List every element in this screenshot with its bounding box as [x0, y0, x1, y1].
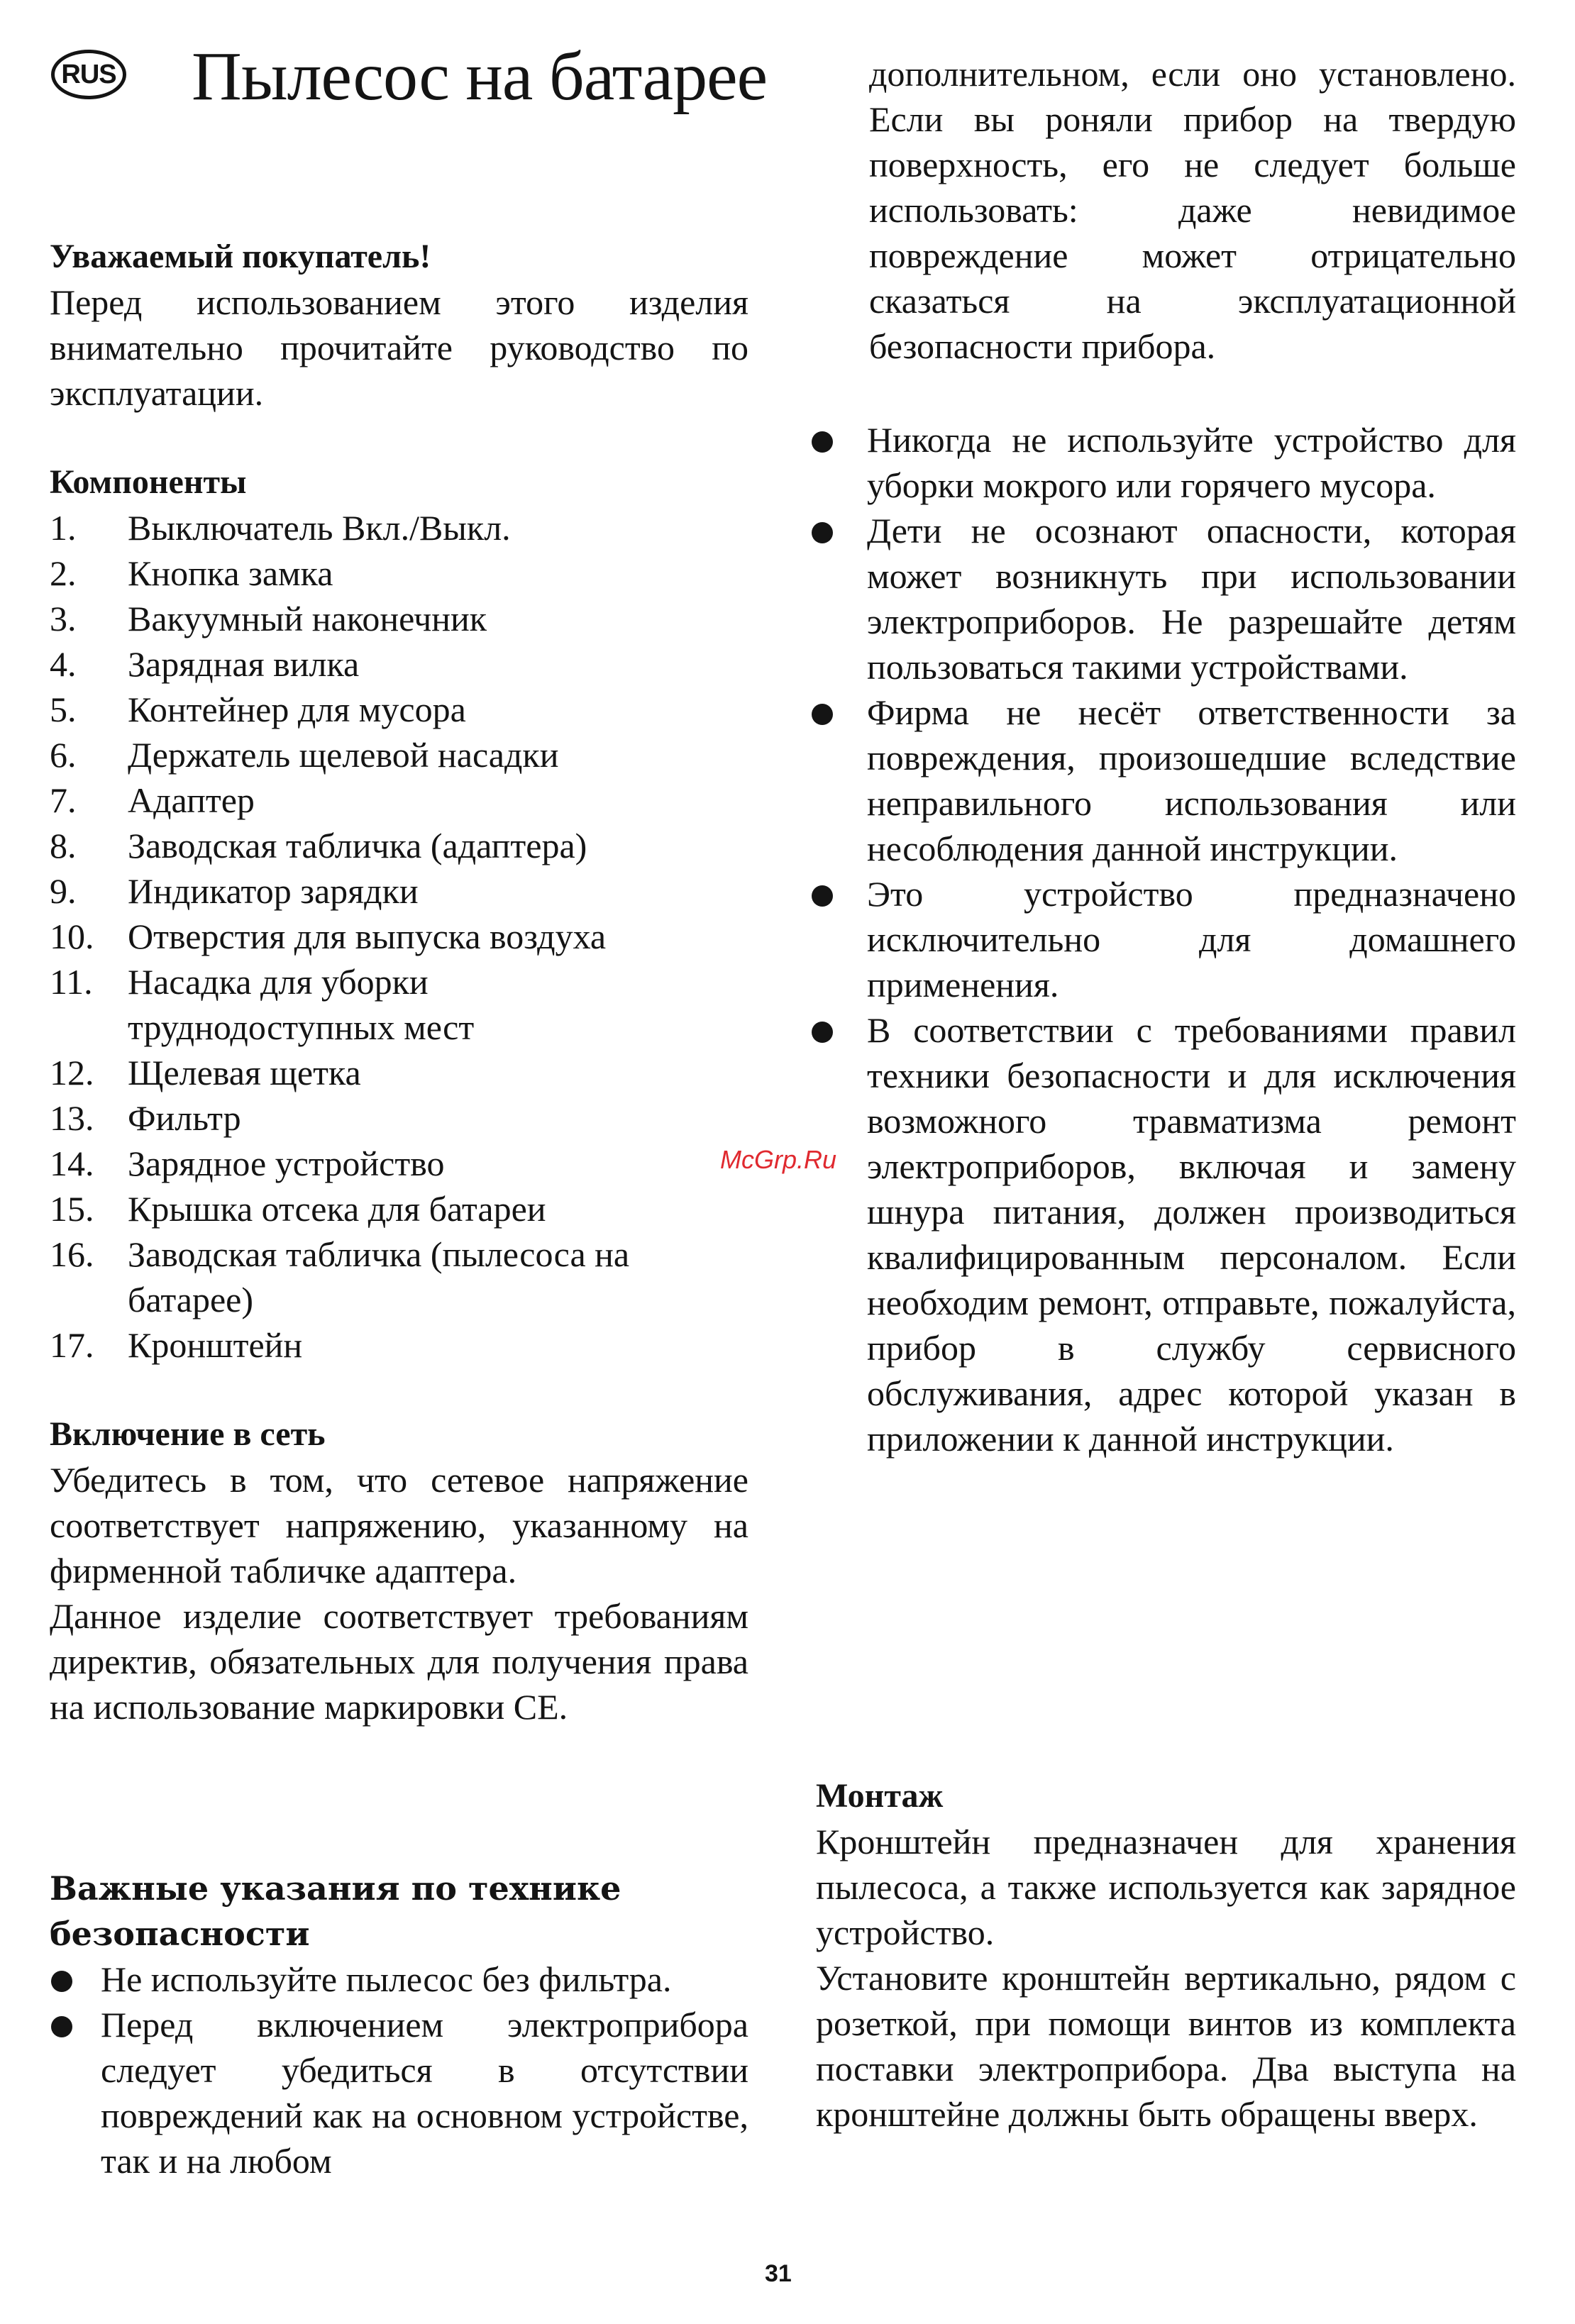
item-number: 1.: [50, 508, 77, 548]
list-item: [50, 868, 748, 914]
list-item: [50, 687, 748, 732]
page-title: Пылесос на батарее: [192, 38, 768, 115]
bullet-text: Перед включением электроприбора следует убедиться в отсутствии повреждений как на основном устройстве, так и на любом: [101, 2005, 748, 2181]
bullet-text: Никогда не используйте устройство для уборки мокрого или горячего мусора.: [867, 420, 1516, 505]
power-text-1: Убедитесь в том, что сетевое напряжение соответствует напряжению, указанному на фирменной табличке адаптера.: [50, 1460, 748, 1590]
list-item: [50, 1957, 748, 2002]
item-label: Адаптер: [128, 780, 255, 820]
list-item: [816, 508, 1516, 690]
item-label: Держатель щелевой насадки: [128, 735, 559, 775]
item-number: 10.: [50, 917, 94, 956]
components-list: [50, 505, 748, 1368]
components-section: [50, 460, 748, 1368]
item-number: 2.: [50, 553, 77, 593]
mounting-text-2: Установите кронштейн вертикально, рядом с розеткой, при помощи винтов из комплекта поставки электроприбора. Два выступа на кронштейне должны быть обращены вверх.: [816, 1958, 1516, 2134]
item-label: Отверстия для выпуска воздуха: [128, 917, 607, 956]
list-item: [50, 1095, 748, 1141]
watermark: McGrp.Ru: [720, 1145, 837, 1174]
list-item: [50, 641, 748, 687]
item-label: Кнопка замка: [128, 553, 333, 593]
bullet-text: В соответствии с требованиями правил техники безопасности и для исключения возможного травматизма ремонт электроприборов, включая и замену шнура питания, должен производиться квалифицированным персоналом. Если необходим ремонт, отправьте, пожалуйста, прибор в службу сервисного обслуживания, адрес которой указан в приложении к данной инструкции.: [867, 1010, 1516, 1459]
item-number: 7.: [50, 780, 77, 820]
bullet-icon: [812, 885, 833, 907]
item-label: Зарядная вилка: [128, 644, 360, 684]
list-item: [50, 1186, 748, 1232]
bullet-text: Дети не осознают опасности, которая может возникнуть при использовании электроприборов. Не разрешайте детям пользоваться такими устройствами.: [867, 511, 1516, 687]
bullet-icon: [812, 522, 833, 543]
safety-section-right: [816, 417, 1516, 1461]
item-label: Насадка для уборки труднодоступных мест: [128, 962, 475, 1047]
item-label: Фильтр: [128, 1098, 241, 1138]
item-label: Вакуумный наконечник: [128, 599, 487, 638]
list-item: [50, 1050, 748, 1095]
item-label: Зарядное устройство: [128, 1144, 445, 1183]
item-label: Щелевая щетка: [128, 1053, 361, 1092]
item-label: Крышка отсека для батареи: [128, 1189, 546, 1229]
list-item: [50, 1322, 748, 1368]
item-number: 5.: [50, 690, 77, 729]
safety-list-left: [50, 1957, 748, 2184]
intro-text: Перед использованием этого изделия внимательно прочитайте руководство по эксплуатации.: [50, 282, 748, 413]
item-label: Контейнер для мусора: [128, 690, 466, 729]
bullet-icon: [812, 704, 833, 725]
list-item: [50, 778, 748, 823]
item-number: 16.: [50, 1234, 94, 1274]
language-badge: RUS: [51, 50, 126, 99]
item-number: 17.: [50, 1325, 94, 1365]
list-item: [816, 417, 1516, 508]
list-item: [50, 823, 748, 868]
power-section: [50, 1412, 748, 1730]
safety-continuation: [869, 51, 1516, 369]
mounting-section: [816, 1774, 1516, 2137]
item-label: Кронштейн: [128, 1325, 303, 1365]
list-item: [50, 505, 748, 550]
bullet-icon: [51, 2016, 72, 2037]
bullet-icon: [812, 1022, 833, 1043]
list-item: [816, 871, 1516, 1007]
list-item: [50, 732, 748, 778]
item-number: 15.: [50, 1189, 94, 1229]
mounting-heading: Монтаж: [816, 1777, 944, 1815]
safety-list-right: [816, 417, 1516, 1461]
item-label: Заводская табличка (пылесоса на батарее): [128, 1234, 630, 1319]
list-item: [50, 1141, 748, 1186]
bullet-icon: [812, 431, 833, 453]
bullet-text: Не используйте пылесос без фильтра.: [101, 1959, 672, 1999]
mounting-text-1: Кронштейн предназначен для хранения пылесоса, а также используется как зарядное устройство.: [816, 1822, 1516, 1952]
bullet-text: Это устройство предназначено исключительно для домашнего применения.: [867, 874, 1516, 1005]
page-number: 31: [765, 2260, 792, 2287]
list-item: [816, 1007, 1516, 1461]
item-number: 11.: [50, 962, 93, 1002]
item-label: Заводская табличка (адаптера): [128, 826, 587, 865]
list-item: [50, 914, 748, 959]
item-number: 4.: [50, 644, 77, 684]
list-item: [50, 1232, 748, 1322]
safety-section: [50, 1866, 748, 2184]
list-item: [50, 596, 748, 641]
item-number: 13.: [50, 1098, 94, 1138]
components-heading: Компоненты: [50, 463, 247, 501]
intro-heading: Уважаемый покупатель!: [50, 238, 431, 275]
bullet-text: Фирма не несёт ответственности за повреждения, произошедшие вследствие неправильного использования или несоблюдения данной инструкции.: [867, 692, 1516, 868]
item-number: 12.: [50, 1053, 94, 1092]
list-item: [50, 550, 748, 596]
list-item: [50, 959, 748, 1050]
list-item: [816, 690, 1516, 871]
intro-section: [50, 234, 748, 416]
item-label: Выключатель Вкл./Выкл.: [128, 508, 511, 548]
item-label: Индикатор зарядки: [128, 871, 419, 911]
item-number: 3.: [50, 599, 77, 638]
power-heading: Включение в сеть: [50, 1415, 326, 1453]
bullet-icon: [51, 1971, 72, 1992]
item-number: 6.: [50, 735, 77, 775]
item-number: 14.: [50, 1144, 94, 1183]
item-number: 8.: [50, 826, 77, 865]
power-text-2: Данное изделие соответствует требованиям директив, обязательных для получения права на использование маркировки СЕ.: [50, 1596, 748, 1727]
list-item: [50, 2002, 748, 2184]
safety-heading: Важные указания по технике безопасности: [50, 1869, 621, 1953]
continuation-text: дополнительном, если оно установлено. Если вы роняли прибор на твердую поверхность, его не следует больше использовать: даже невидимое повреждение может отрицательно сказаться на эксплуатационной безопасности прибора.: [869, 54, 1516, 366]
item-number: 9.: [50, 871, 77, 911]
